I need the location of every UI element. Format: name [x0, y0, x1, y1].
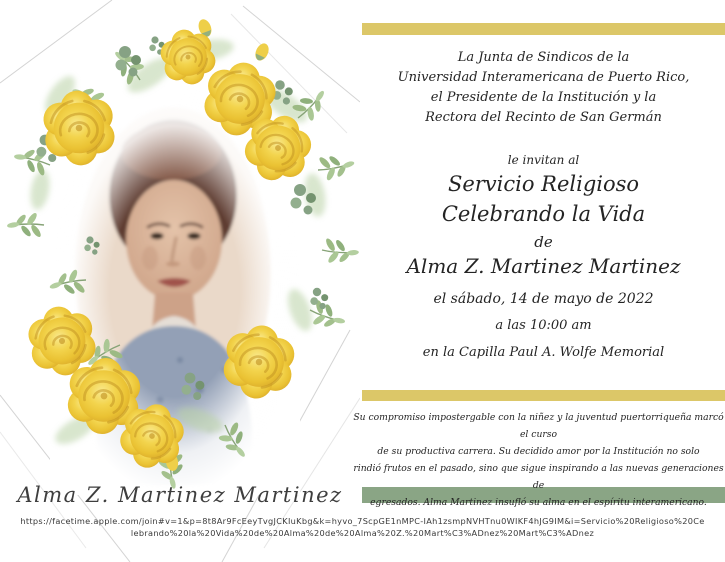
signature-name: Alma Z. Martinez Martinez [17, 483, 343, 507]
honoree-name: Alma Z. Martinez Martinez [406, 254, 681, 278]
event-time: a las 10:00 am [495, 318, 592, 333]
facetime-link[interactable] [0, 516, 725, 539]
header-line: Rectora del Recinto de San Germán [425, 110, 662, 125]
tribute-line: Su compromiso impostergable con la niñez y la juventud puertorriqueña marcó el curso [353, 412, 724, 440]
host-header-block [362, 48, 725, 128]
rose-wreath-portrait-illustration [0, 0, 360, 562]
facetime-link-line1[interactable]: https://facetime.apple.com/join#v=1&p=8t8Ar9FcEeyTvgJCKIuKbg&k=hyvo_7ScpGE1nMPC-IAh1zsmpNVHTnu0WIKF4hJG9IM&i=Servicio%20Religioso%20Ce [20, 516, 705, 526]
gold-stripe-divider [362, 390, 725, 401]
tribute-line: de su productiva carrera. Su decidido amor por la Institución no solo [377, 446, 700, 457]
event-de: de [534, 233, 553, 251]
event-date: el sábado, 14 de mayo de 2022 [433, 291, 654, 307]
event-title-line2: Celebrando la Vida [441, 202, 646, 226]
tribute-line: egresados. Alma Martinez insufló su alma en el espíritu interamericano. [370, 497, 707, 508]
gold-stripe-top [362, 23, 725, 35]
tribute-line: rindió frutos en el pasado, sino que sigue inspirando a las nuevas generaciones de [353, 463, 724, 491]
portrait-panel [0, 0, 360, 562]
event-title-line1: Servicio Religioso [447, 172, 640, 196]
facetime-link-line2[interactable]: lebrando%20la%20Vida%20de%20Alma%20de%20Alma%20Z.%20Mart%C3%ADnez%20Mart%C3%ADnez [130, 527, 595, 538]
invite-line: le invitan al [507, 153, 580, 167]
header-line: Universidad Interamericana de Puerto Rico, [397, 70, 690, 85]
header-line: el Presidente de la Institución y la [430, 90, 657, 105]
header-line: La Junta de Sindicos de la [457, 50, 630, 65]
event-venue: en la Capilla Paul A. Wolfe Memorial [422, 345, 665, 360]
tribute-paragraph [352, 409, 725, 511]
